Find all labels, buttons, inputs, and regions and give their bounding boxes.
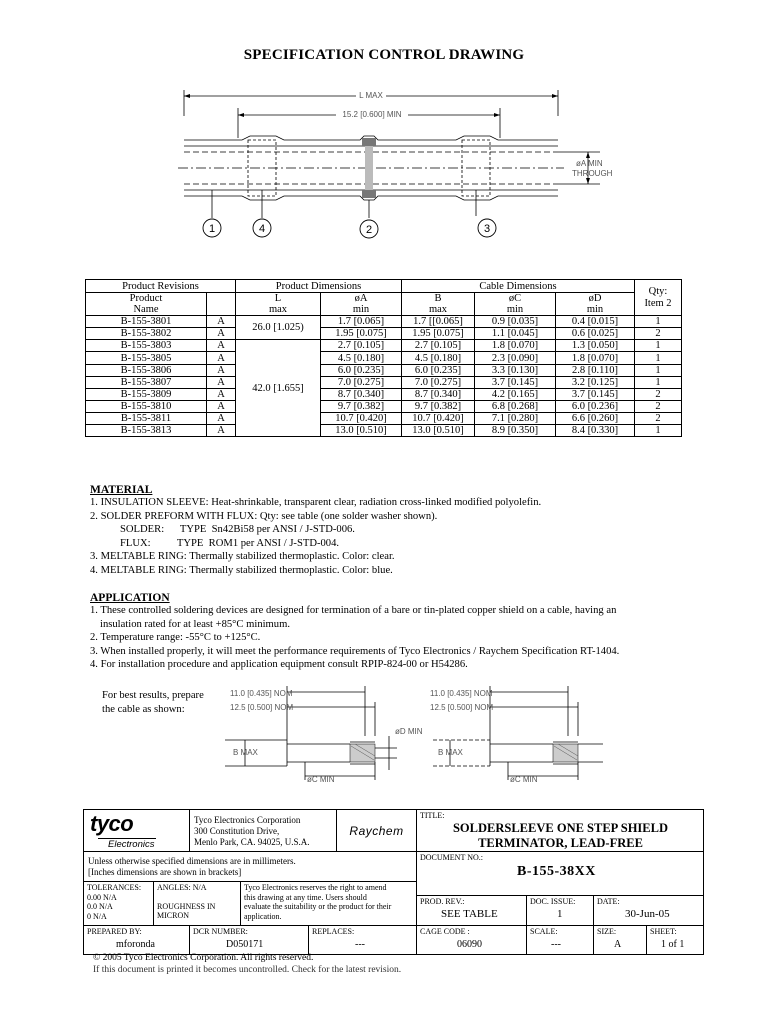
material-line-4: 4. MELTABLE RING: Thermally stabilized thermoplastic. Color: blue. <box>90 564 393 576</box>
table-row: B-155-3801 A 26.0 [1.025) 1.7 [0.065] 1.7 [[0.065] 0.9 [0.035] 0.4 [0.015] 1 <box>86 316 682 328</box>
doc-issue: 1 <box>557 908 563 920</box>
material-heading: MATERIAL <box>90 484 153 496</box>
dim-11-right: 11.0 [0.435] NOM <box>430 689 493 698</box>
b-max-right: B MAX <box>438 748 463 757</box>
replaces-cell: REPLACES: --- <box>309 926 417 954</box>
dcr-cell: DCR NUMBER: D050171 <box>190 926 309 954</box>
material-section <box>90 484 541 578</box>
size-cell: SIZE: A <box>594 926 647 954</box>
l-value-short: 26.0 [1.025) <box>236 316 321 340</box>
page-title: SPECIFICATION CONTROL DRAWING <box>243 47 525 63</box>
min-length-label: 15.2 [0.600] MIN <box>342 110 402 119</box>
callout-2: 2 <box>365 224 373 236</box>
dim-12-right: 12.5 [0.500] NOM <box>430 703 494 712</box>
dcr-number: D050171 <box>226 939 264 950</box>
date: 30-Jun-05 <box>625 908 670 920</box>
dim-12-left: 12.5 [0.500] NOM <box>230 703 294 712</box>
tolerances: TOLERANCES: 0.00 N/A 0.0 N/A 0 N/A <box>84 882 154 926</box>
th-d: øD <box>556 293 635 305</box>
prod-rev-cell: PROD. REV.: SEE TABLE <box>417 896 527 926</box>
prepared-by: mforonda <box>116 939 155 950</box>
material-line-2: 2. SOLDER PREFORM WITH FLUX: Qty: see table (one solder washer shown). <box>90 510 438 522</box>
th-c-min: min <box>475 304 556 316</box>
table-row: B-155-3813 A 13.0 [0.510] 13.0 [0.510] 8.9 [0.350] 8.4 [0.330] 1 <box>86 425 682 437</box>
cable-prep-drawing-right <box>428 682 628 782</box>
table-row: B-155-3809 A 8.7 [0.340] 8.7 [0.340] 4.2 [0.165] 3.7 [0.145] 2 <box>86 388 682 400</box>
prepared-cell: PREPARED BY: mforonda <box>84 926 190 954</box>
th-c: øC <box>475 293 556 305</box>
size: A <box>614 939 622 950</box>
application-line-2: 2. Temperature range: -55°C to +125°C. <box>90 632 261 644</box>
th-name: Name <box>86 304 207 316</box>
date-cell: DATE: 30-Jun-05 <box>594 896 704 926</box>
table-row: B-155-3810 A 9.7 [0.382] 9.7 [0.382] 6.8 [0.268] 6.0 [0.236] 2 <box>86 400 682 412</box>
doc-number-cell: DOCUMENT NO.: B-155-38XX <box>417 852 704 896</box>
doc-issue-cell: DOC. ISSUE: 1 <box>527 896 594 926</box>
a-through-label: THROUGH <box>572 169 613 178</box>
l-max-label: L MAX <box>359 91 383 100</box>
table-row: B-155-3802 A 1.95 [0.075] 1.95 [0.075] 1.1 [0.045] 0.6 [0.025] 2 <box>86 328 682 340</box>
application-section <box>90 592 619 672</box>
cage-cell: CAGE CODE : 06090 <box>417 926 527 954</box>
application-line-3: 3. When installed properly, it will meet the performance requirements of Tyco Electronics / Raychem Specification RT-1404. <box>90 645 620 657</box>
th-l-max: max <box>236 304 321 316</box>
uncontrolled-note: If this document is printed it becomes uncontrolled. Check for the latest revision. <box>93 965 402 975</box>
table-row: B-155-3807 A 7.0 [0.275] 7.0 [0.275] 3.7 [0.145] 3.2 [0.125] 1 <box>86 376 682 388</box>
th-product-dimensions: Product Dimensions <box>236 280 402 293</box>
angles-roughness: ANGLES: N/A ROUGHNESS IN MICRON <box>154 882 241 926</box>
material-solder: SOLDER: TYPE Sn42Bi58 per ANSI / J-STD-006. <box>120 524 355 536</box>
prod-rev: SEE TABLE <box>441 908 498 920</box>
th-product: Product <box>86 293 207 305</box>
th-l: L <box>236 293 321 305</box>
title-cell: TITLE: SOLDERSLEEVE ONE STEP SHIELD TERMINATOR, LEAD-FREE <box>417 810 704 852</box>
sheet: 1 of 1 <box>661 939 685 950</box>
l-value-long: 42.0 [1.655] <box>236 340 321 437</box>
table-row: B-155-3811 A 10.7 [0.420] 10.7 [0.420] 7.1 [0.280] 6.6 [0.260] 2 <box>86 412 682 424</box>
d-min-left: øD MIN <box>395 727 423 736</box>
title-block <box>83 809 704 955</box>
tyco-logo: tyco Electronics <box>84 810 190 852</box>
table-row: B-155-3805 A 4.5 [0.180] 4.5 [0.180] 2.3 [0.090] 1.8 [0.070] 1 <box>86 352 682 364</box>
doc-title-1: SOLDERSLEEVE ONE STEP SHIELD <box>452 821 668 835</box>
table-row: B-155-3803 A 42.0 [1.655] 2.7 [0.105] 2.7 [0.105] 1.8 [0.070] 1.3 [0.050] 1 <box>86 340 682 352</box>
b-max-left: B MAX <box>233 748 258 757</box>
doc-title-2: TERMINATOR, LEAD-FREE <box>478 836 643 850</box>
cage-code: 06090 <box>457 939 482 950</box>
table-row: B-155-3806 A 6.0 [0.235] 6.0 [0.235] 3.3 [0.130] 2.8 [0.110] 1 <box>86 364 682 376</box>
cable-prep-drawing-left <box>225 682 425 782</box>
replaces: --- <box>355 939 365 950</box>
copyright: © 2005 Tyco Electronics Corporation. All rights reserved. <box>93 953 314 963</box>
application-heading: APPLICATION <box>90 592 170 604</box>
product-table <box>85 279 682 437</box>
application-line-1: 1. These controlled soldering devices are designed for termination of a bare or tin-plated copper shield on a cable, having an <box>90 605 617 616</box>
sleeve-drawing <box>160 86 620 246</box>
a-min-label: øA MIN <box>576 159 603 168</box>
material-line-1: 1. INSULATION SLEEVE: Heat-shrinkable, transparent clear, radiation cross-linked modified polyolefin. <box>90 497 542 508</box>
th-b: B <box>402 293 475 305</box>
sheet-cell: SHEET: 1 of 1 <box>650 927 685 950</box>
units-note: Unless otherwise specified dimensions are in millimeters. [Inches dimensions are shown in brackets] <box>84 852 417 882</box>
th-a-min: min <box>321 304 402 316</box>
c-min-left: øC MIN <box>307 775 335 782</box>
disclaimer: Tyco Electronics reserves the right to amend this drawing at any time. Users should evaluate the suitability or the product for their application. <box>241 882 417 926</box>
doc-number: B-155-38XX <box>517 864 596 879</box>
company-address: Tyco Electronics Corporation 300 Constitution Drive, Menlo Park, CA. 94025, U.S.A. <box>190 810 337 852</box>
dim-11-left: 11.0 [0.435] NOM <box>230 689 293 698</box>
material-flux: FLUX: TYPE ROM1 per ANSI / J-STD-004. <box>120 537 340 549</box>
raychem-logo: Raychem <box>337 810 417 852</box>
c-min-right: øC MIN <box>510 775 538 782</box>
callout-3: 3 <box>483 223 491 235</box>
application-line-1b: insulation rated for at least +85°C minimum. <box>100 618 290 630</box>
th-qty: Qty: Item 2 <box>635 280 682 316</box>
th-d-min: min <box>556 304 635 316</box>
th-b-max: max <box>402 304 475 316</box>
callout-1: 1 <box>208 223 216 235</box>
th-a: øA <box>321 293 402 305</box>
prep-note: For best results, prepare the cable as shown: <box>102 690 204 715</box>
scale-cell: SCALE: --- <box>527 926 594 954</box>
callout-4: 4 <box>258 223 266 235</box>
material-line-3: 3. MELTABLE RING: Thermally stabilized thermoplastic. Color: clear. <box>90 551 395 563</box>
th-cable-dimensions: Cable Dimensions <box>402 280 635 293</box>
application-line-4: 4. For installation procedure and application equipment consult RPIP-824-00 or H54286. <box>90 659 468 671</box>
th-product-revisions: Product Revisions <box>86 280 236 293</box>
scale: --- <box>551 939 561 950</box>
